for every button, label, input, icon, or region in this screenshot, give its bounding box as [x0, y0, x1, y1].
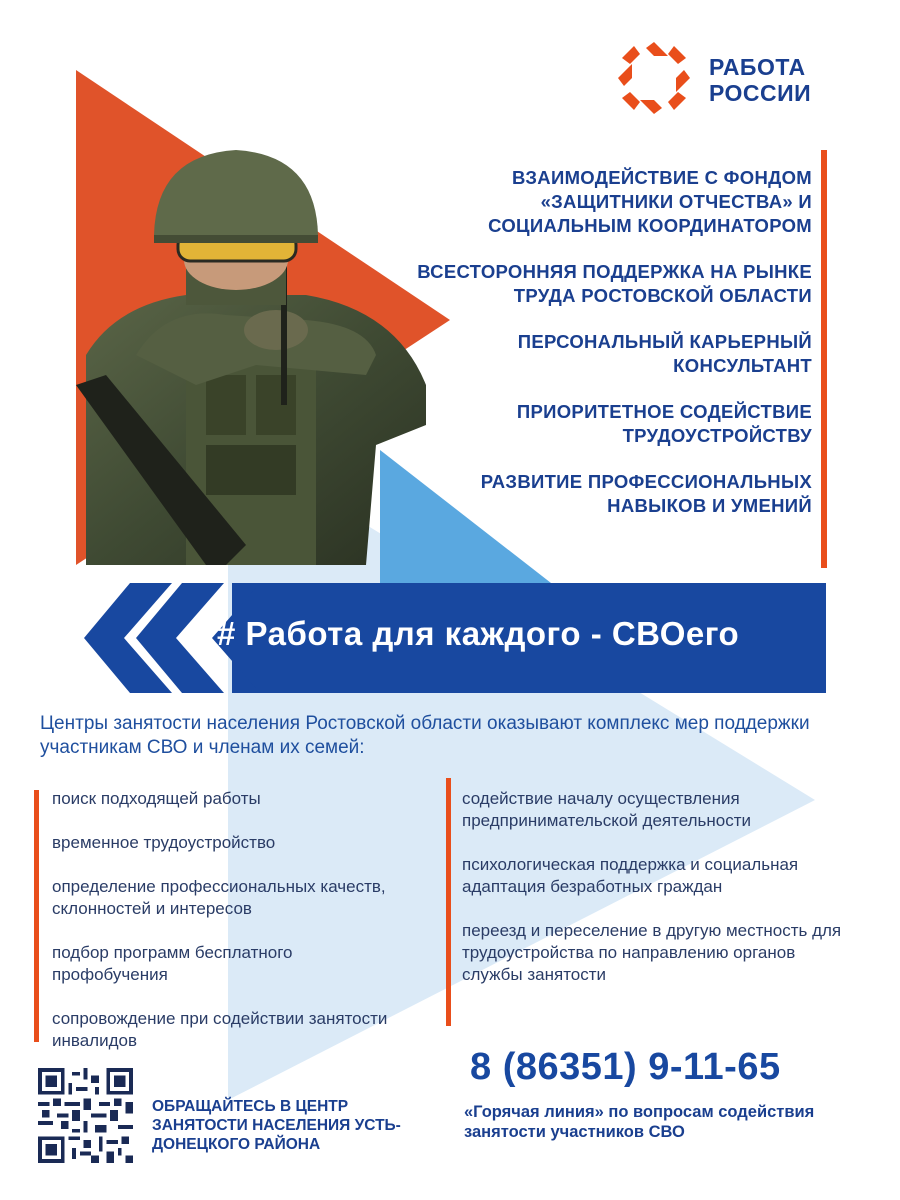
service-item: переезд и переселение в другую местность для трудоустройства по направлению органов службы занятости	[462, 921, 842, 984]
banner-title: # Работа для каждого - СВОего	[217, 615, 740, 652]
service-item: сопровождение при содействии занятости инвалидов	[52, 1009, 388, 1050]
services-right-list	[462, 788, 842, 1008]
qr-code-icon[interactable]	[38, 1068, 133, 1163]
benefits-list	[400, 166, 812, 540]
employment-center-name: ОБРАЩАЙТЕСЬ В ЦЕНТР ЗАНЯТОСТИ НАСЕЛЕНИЯ УСТЬ-ДОНЕЦКОГО РАЙОНА	[152, 1098, 401, 1153]
benefit-item: РАЗВИТИЕ ПРОФЕССИОНАЛЬНЫХ НАВЫКОВ И УМЕНИЙ	[480, 471, 812, 516]
services-left-list	[52, 788, 412, 1074]
service-item: временное трудоустройство	[52, 833, 276, 852]
intro-text: Центры занятости населения Ростовской области оказывают комплекс мер поддержки участникам СВО и членам их семей:	[40, 713, 810, 758]
hotline-description: «Горячая линия» по вопросам содействия занятости участников СВО	[464, 1103, 815, 1141]
benefit-item: ПРИОРИТЕТНОЕ СОДЕЙСТВИЕ ТРУДОУСТРОЙСТВУ	[516, 401, 812, 446]
service-item: подбор программ бесплатного профобучения	[52, 943, 293, 984]
logo-line-2: РОССИИ	[709, 80, 812, 106]
logo-text	[709, 54, 811, 106]
benefit-item: ВЗАИМОДЕЙСТВИЕ С ФОНДОМ «ЗАЩИТНИКИ ОТЧЕСТВА» И СОЦИАЛЬНЫМ КООРДИНАТОРОМ	[488, 167, 812, 236]
service-item: психологическая поддержка и социальная адаптация безработных граждан	[462, 855, 799, 896]
benefit-item: ВСЕСТОРОННЯЯ ПОДДЕРЖКА НА РЫНКЕ ТРУДА РОСТОВСКОЙ ОБЛАСТИ	[417, 261, 812, 306]
service-item: определение профессиональных качеств, склонностей и интересов	[52, 877, 386, 918]
service-item: поиск подходящей работы	[52, 789, 261, 808]
logo-line-1: РАБОТА	[709, 54, 806, 80]
service-item: содействие началу осуществления предпринимательской деятельности	[462, 789, 751, 830]
services-left-accent-bar	[34, 790, 39, 1042]
rabota-rossii-star-icon	[612, 36, 696, 120]
hotline-phone-number[interactable]: 8 (86351) 9-11-65	[470, 1046, 781, 1088]
benefits-accent-bar	[821, 150, 827, 568]
benefit-item: ПЕРСОНАЛЬНЫЙ КАРЬЕРНЫЙ КОНСУЛЬТАНТ	[517, 331, 812, 376]
soldier-illustration	[76, 125, 446, 565]
services-right-accent-bar	[446, 778, 451, 1026]
